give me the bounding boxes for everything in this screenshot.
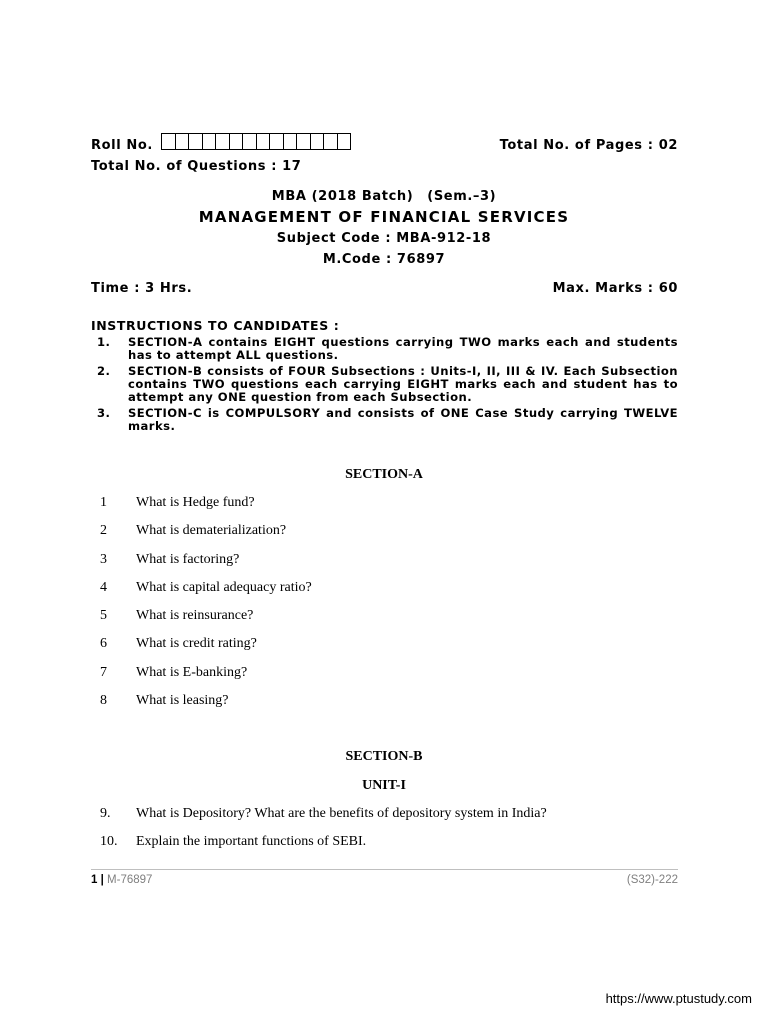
instructions-list (97, 336, 678, 436)
question-text: What is Hedge fund? (136, 495, 255, 510)
instruction-text: SECTION-C is COMPULSORY and consists of ONE Case Study carrying TWELVE marks. (128, 406, 678, 434)
total-pages: Total No. of Pages : 02 (499, 138, 678, 153)
roll-number-label: Roll No. (91, 138, 153, 153)
roll-digit-box (242, 133, 257, 150)
question-number: 3 (100, 551, 107, 567)
roll-digit-box (175, 133, 190, 150)
paper-code: M-76897 (107, 874, 153, 886)
question-text: What is dematerialization? (136, 523, 287, 539)
unit-i-heading: UNIT-I (362, 778, 406, 793)
section-a-heading: SECTION-A (345, 467, 423, 482)
roll-digit-box (202, 133, 217, 150)
question-number: 6 (100, 636, 107, 652)
time-marks-row (91, 281, 678, 296)
time-allowed: Time : 3 Hrs. (91, 281, 193, 296)
roll-digit-box (215, 133, 230, 150)
instruction-item (97, 365, 678, 405)
batch-label: MBA (2018 Batch) (271, 189, 414, 204)
roll-digit-box (229, 133, 244, 150)
roll-digit-box (323, 133, 338, 150)
footer-reference: (S32)-222 (626, 874, 678, 886)
instruction-item (97, 336, 678, 362)
question-text: What is E-banking? (136, 664, 248, 680)
question-number: 5 (100, 608, 107, 624)
question-number: 9. (100, 806, 111, 821)
source-url: https://www.ptustudy.com (605, 991, 752, 1006)
footer-divider (91, 869, 678, 870)
question-number: 2 (100, 523, 107, 539)
roll-digit-box (310, 133, 325, 150)
roll-number-boxes (161, 133, 350, 150)
question-number: 1 (100, 495, 107, 510)
instruction-text: SECTION-B consists of FOUR Subsections : Units-I, II, III & IV. Each Subsection contains TWO questions each carrying EIGHT marks each and student has to attempt any ONE question from each Subsection. (128, 363, 678, 405)
instruction-text: SECTION-A contains EIGHT questions carrying TWO marks each and students has to attempt ALL questions. (128, 335, 678, 363)
footer-page-info (91, 874, 152, 886)
total-questions: Total No. of Questions : 17 (91, 159, 302, 174)
roll-digit-box (269, 133, 284, 150)
roll-digit-box (188, 133, 203, 150)
question-text: Explain the important functions of SEBI. (136, 834, 367, 850)
question-text: What is leasing? (136, 693, 229, 709)
question-number: 4 (100, 579, 107, 595)
subject-title: MANAGEMENT OF FINANCIAL SERVICES (198, 208, 570, 226)
max-marks: Max. Marks : 60 (552, 281, 678, 296)
question-text: What is reinsurance? (136, 608, 254, 624)
roll-digit-box (283, 133, 298, 150)
question-number: 8 (100, 693, 107, 709)
question-text: What is Depository? What are the benefits of depository system in India? (136, 806, 547, 821)
roll-digit-box (337, 133, 352, 150)
instructions-heading: INSTRUCTIONS TO CANDIDATES : (91, 318, 340, 333)
question-number: 10. (100, 834, 118, 850)
question-text: What is capital adequacy ratio? (136, 579, 312, 595)
roll-digit-box (256, 133, 271, 150)
batch-line (0, 189, 768, 204)
section-b-heading: SECTION-B (345, 749, 423, 764)
m-code: M.Code : 76897 (322, 252, 446, 267)
page-number: 1 (91, 874, 98, 886)
semester-label: (Sem.–3) (427, 189, 497, 204)
instruction-item (97, 407, 678, 433)
roll-digit-box (161, 133, 176, 150)
question-number: 7 (100, 664, 107, 680)
instruction-number: 3. (97, 406, 111, 421)
question-text: What is factoring? (136, 551, 240, 567)
question-text: What is credit rating? (136, 636, 257, 652)
subject-code: Subject Code : MBA-912-18 (276, 231, 492, 246)
instruction-number: 1. (97, 335, 111, 349)
roll-number-row (91, 133, 678, 155)
instruction-number: 2. (97, 363, 111, 378)
page-separator: | (100, 874, 104, 886)
roll-digit-box (296, 133, 311, 150)
